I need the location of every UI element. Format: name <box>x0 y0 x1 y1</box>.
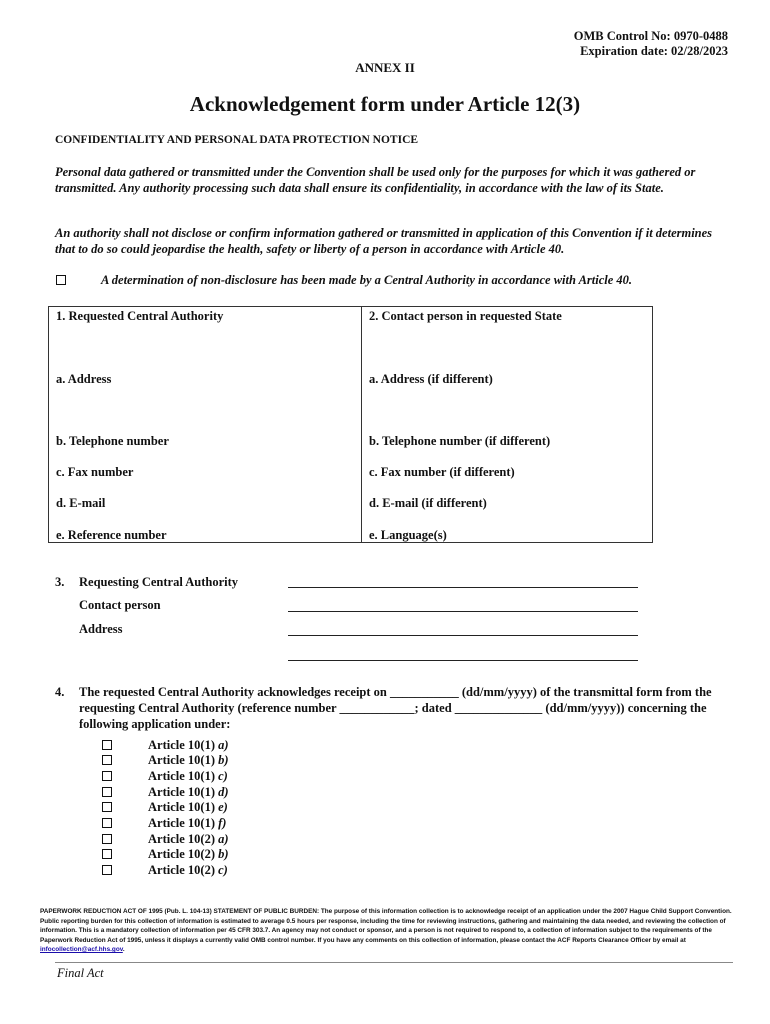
requested-authority-header[interactable]: 1. Requested Central Authority <box>56 309 224 323</box>
contact-person-field[interactable] <box>288 611 638 612</box>
final-act-label: Final Act <box>57 966 104 980</box>
expiration-date: Expiration date: 02/28/2023 <box>580 44 728 58</box>
article-option-label: Article 10(2) c) <box>148 863 228 877</box>
section-4-text: The requested Central Authority acknowledges receipt on ___________ (dd/mm/yyyy) of the transmittal form from the requesting Central Authority (reference number ____________; dated ______________ (dd/mm/yyyy)) concerning the following application under: <box>79 685 712 731</box>
article-10-1-c-checkbox[interactable] <box>102 771 112 781</box>
paperwork-reduction-statement: PAPERWORK REDUCTION ACT OF 1995 (Pub. L. 104-13) STATEMENT OF PUBLIC BURDEN: The purpose of this information collection is to acknowledge receipt of an application under the 2007 Hague Child Support Convention. Public reporting burden for this collection of information is estimated to average 0.5 hours per response, including the time for reviewing instructions, gathering and maintaining the data needed, and reviewing the collection of information. This is a mandatory collection of information per 45 CFR 303.7. An agency may not conduct or sponsor, and a person is not required to respond to, a collection of information subject to the requirements of the Paperwork Reduction Act of 1995, unless it displays a currently valid OMB control number. If you have any comments on this collection of information, please contact the ACF Reports Clearance Officer by email at infocollection@acf.hhs.gov. <box>40 908 732 954</box>
article-option-label: Article 10(1) d) <box>148 785 229 799</box>
article-10-1-a-checkbox[interactable] <box>102 740 112 750</box>
article-10-2-c-checkbox[interactable] <box>102 865 112 875</box>
contact-person-language[interactable]: e. Language(s) <box>369 528 447 542</box>
contact-person-address[interactable]: a. Address (if different) <box>369 372 493 386</box>
article-option-label: Article 10(1) f) <box>148 816 227 830</box>
table-divider <box>361 306 362 543</box>
requested-authority-fax[interactable]: c. Fax number <box>56 465 134 479</box>
non-disclosure-label: A determination of non-disclosure has been made by a Central Authority in accordance with Article 40. <box>101 273 633 287</box>
article-10-1-f-checkbox[interactable] <box>102 818 112 828</box>
requested-authority-address[interactable]: a. Address <box>56 372 112 386</box>
annex-label: ANNEX II <box>355 60 415 75</box>
info-collection-email-link[interactable]: infocollection@acf.hhs.gov <box>40 946 123 954</box>
notice-paragraph-2: An authority shall not disclose or confirm information gathered or transmitted in application of this Convention if it determines that to do so could jeopardise the health, safety or liberty of a person in accordance with Article 40. <box>55 226 713 256</box>
article-option-label: Article 10(2) b) <box>148 847 229 861</box>
section-4-acknowledgement <box>55 684 725 732</box>
contact-person-header[interactable]: 2. Contact person in requested State <box>369 309 562 323</box>
notice-heading: CONFIDENTIALITY AND PERSONAL DATA PROTECTION NOTICE <box>55 134 419 146</box>
page-title: Acknowledgement form under Article 12(3) <box>189 92 581 116</box>
article-option-label: Article 10(1) e) <box>148 800 228 814</box>
non-disclosure-checkbox[interactable] <box>56 275 66 285</box>
article-10-2-b-checkbox[interactable] <box>102 849 112 859</box>
contact-person-telephone[interactable]: b. Telephone number (if different) <box>369 434 551 448</box>
article-option-label: Article 10(2) a) <box>148 832 229 846</box>
omb-control-number: OMB Control No: 0970-0488 <box>573 29 728 43</box>
footer-divider <box>55 962 733 963</box>
article-option-label: Article 10(1) b) <box>148 753 229 767</box>
requesting-authority-label: Requesting Central Authority <box>79 575 239 589</box>
article-10-1-d-checkbox[interactable] <box>102 787 112 797</box>
requested-authority-email[interactable]: d. E-mail <box>56 496 106 510</box>
authority-contact-table <box>48 306 653 543</box>
requesting-authority-field[interactable] <box>288 587 638 588</box>
contact-person-email[interactable]: d. E-mail (if different) <box>369 496 487 510</box>
requested-authority-reference[interactable]: e. Reference number <box>56 528 167 542</box>
address-label: Address <box>79 622 123 636</box>
article-option-label: Article 10(1) a) <box>148 738 229 752</box>
contact-person-label: Contact person <box>79 598 161 612</box>
article-10-1-e-checkbox[interactable] <box>102 802 112 812</box>
article-10-2-a-checkbox[interactable] <box>102 834 112 844</box>
section-4-number: 4. <box>55 685 65 699</box>
address-field-line-2[interactable] <box>288 660 638 661</box>
article-10-1-b-checkbox[interactable] <box>102 755 112 765</box>
contact-person-fax[interactable]: c. Fax number (if different) <box>369 465 515 479</box>
section-3-number: 3. <box>55 575 65 589</box>
article-option-label: Article 10(1) c) <box>148 769 228 783</box>
notice-paragraph-1: Personal data gathered or transmitted under the Convention shall be used only for the purposes for which it was gathered or transmitted. Any authority processing such data shall ensure its confidentiality, in accordance with the law of its State. <box>55 165 696 195</box>
address-field-line-1[interactable] <box>288 635 638 636</box>
requested-authority-telephone[interactable]: b. Telephone number <box>56 434 169 448</box>
